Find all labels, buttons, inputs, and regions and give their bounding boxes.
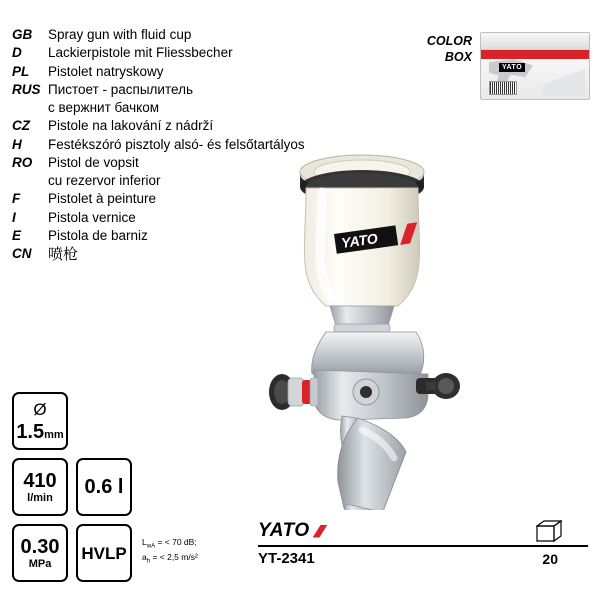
- language-code: RO: [12, 154, 33, 170]
- brand-name: YATO: [258, 520, 310, 541]
- language-code: CN: [12, 246, 32, 262]
- spec-working-pressure: [12, 524, 68, 582]
- spec-value: 410: [23, 469, 57, 492]
- vibration-line: $a_h$ = < 2,5 m/s²: [142, 552, 198, 566]
- language-label: 喷枪: [48, 246, 79, 264]
- package-top-panel: [481, 33, 589, 50]
- list-item: [12, 26, 342, 43]
- svg-text:YATO: YATO: [340, 230, 379, 251]
- language-label: Pistola vernice: [48, 209, 136, 225]
- spec-cup-capacity: [76, 458, 132, 516]
- product-identification-block: [258, 520, 588, 567]
- language-code: H: [12, 136, 22, 152]
- language-label: Pistolet natryskowy: [48, 63, 164, 79]
- carton-box-icon: [536, 520, 562, 542]
- language-label: Pistole na lakování z nádrží: [48, 118, 214, 134]
- noise-vibration-note: [142, 536, 198, 567]
- spec-nozzle-diameter: [12, 392, 68, 450]
- color-box-label-line1: COLOR: [426, 34, 472, 48]
- list-item: [12, 44, 342, 61]
- barcode-icon: [489, 81, 517, 95]
- language-label: Пистоет - распылитель: [48, 81, 193, 97]
- product-illustration: [230, 130, 490, 510]
- model-number: YT-2341: [258, 550, 315, 567]
- color-box-section: [427, 32, 590, 100]
- language-code: F: [12, 191, 21, 207]
- color-box-label: [427, 34, 472, 65]
- spec-value: 0.30: [20, 535, 60, 558]
- language-code: PL: [12, 63, 30, 79]
- language-label: Pistol de vopsit: [48, 154, 139, 170]
- language-label: Spray gun with fluid cup: [48, 27, 192, 42]
- color-box-label-line2: BOX: [444, 49, 472, 64]
- language-label-continuation: с вержнит бачком: [48, 100, 160, 116]
- spec-value: 1.5mm: [16, 420, 64, 443]
- noise-line: $L_{wA}$ = < 70 dB;: [142, 537, 197, 550]
- language-label: Lackierpistole mit Fliessbecher: [48, 45, 233, 61]
- language-code: E: [12, 227, 22, 243]
- diameter-icon: Ø: [33, 399, 47, 419]
- language-label-continuation: cu rezervor inferior: [48, 173, 161, 189]
- list-item: [12, 63, 342, 80]
- quantity-value: 20: [542, 550, 558, 567]
- list-item: [12, 81, 342, 98]
- model-row: [258, 547, 588, 567]
- package-swoosh: [543, 69, 585, 95]
- brand-logo: [258, 520, 328, 542]
- language-label: Pistola de barniz: [48, 227, 148, 243]
- language-code: RUS: [12, 81, 41, 97]
- spec-unit: MPa: [28, 557, 52, 570]
- spec-unit: l/min: [27, 491, 53, 504]
- language-label: Pistolet à peinture: [48, 191, 157, 207]
- brand-row: [258, 520, 588, 545]
- spec-air-flow: [12, 458, 68, 516]
- spec-value: HVLP: [81, 543, 127, 563]
- language-code: D: [12, 45, 22, 61]
- spec-unit: mm: [44, 428, 64, 441]
- language-code: I: [12, 209, 16, 225]
- spec-value: 0.6 l: [84, 476, 124, 498]
- package-brand-logo: YATO: [499, 63, 525, 72]
- brand-mark-icon: [313, 525, 328, 538]
- language-code: CZ: [12, 118, 30, 134]
- language-code: GB: [12, 27, 33, 42]
- language-label: Festékszóró pisztoly alsó- és felsőtartályos: [48, 136, 305, 152]
- spec-system-type: [76, 524, 132, 582]
- package-photo: [480, 32, 590, 100]
- package-red-stripe: [481, 50, 589, 59]
